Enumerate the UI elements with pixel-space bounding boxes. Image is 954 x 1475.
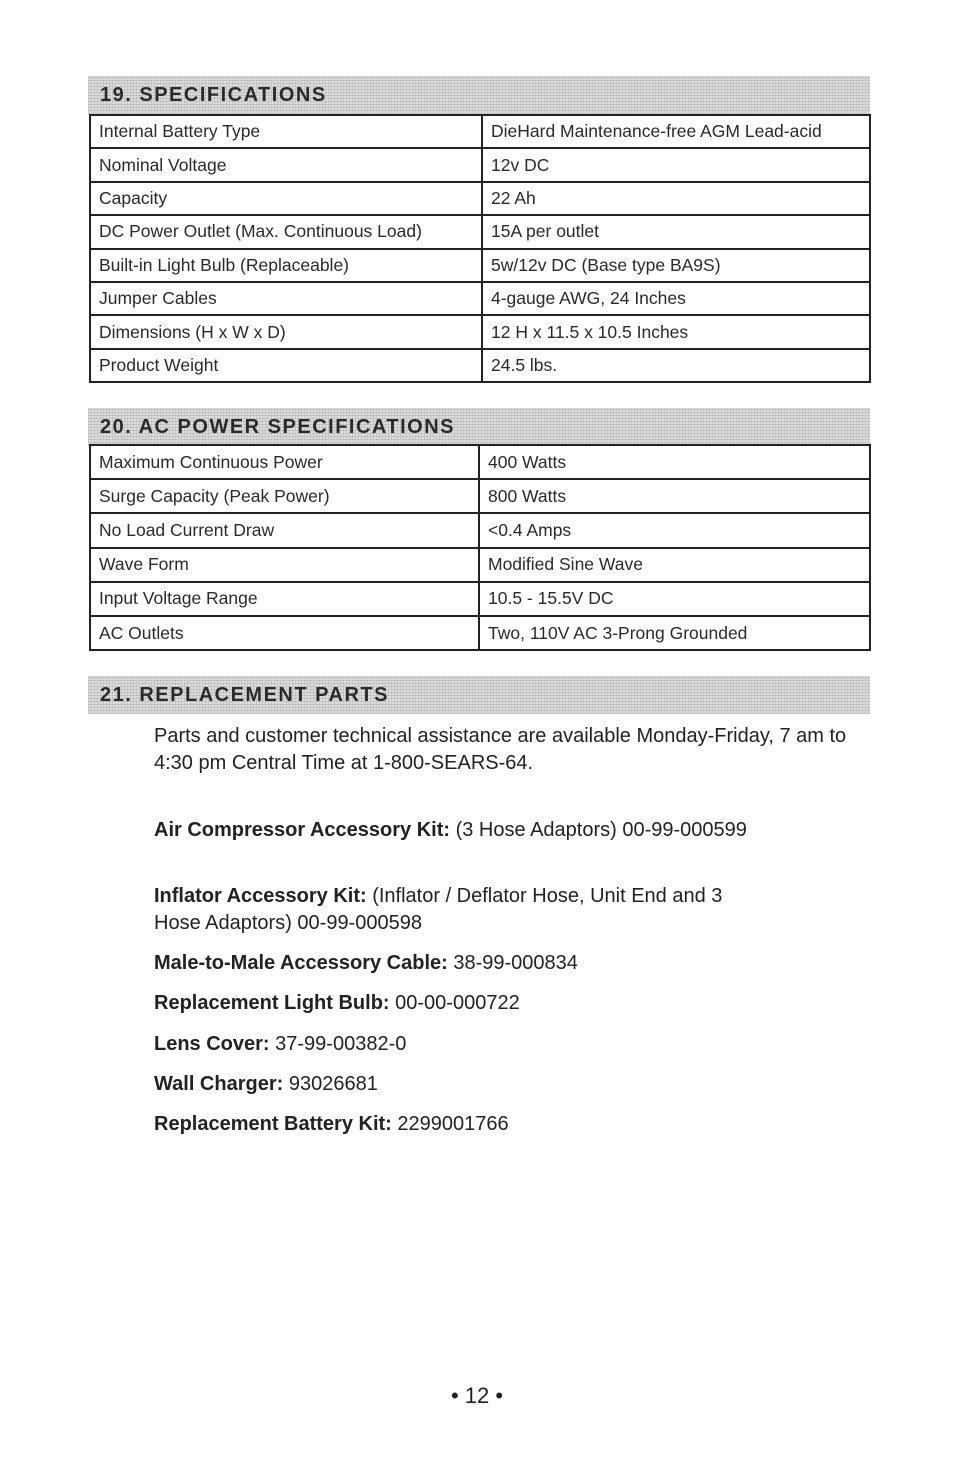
page-number: • 12 • (450, 1383, 504, 1408)
specifications-table (89, 114, 871, 383)
spec-label: Maximum Continuous Power (90, 445, 479, 479)
spec-label: Dimensions (H x W x D) (90, 315, 482, 348)
table-row (90, 215, 870, 248)
spec-value: 400 Watts (479, 445, 870, 479)
part-item-accessory-cable (154, 950, 794, 977)
table-row (90, 315, 870, 348)
replacement-parts-header (88, 676, 870, 714)
spec-label: Capacity (90, 182, 482, 215)
spec-value: 5w/12v DC (Base type BA9S) (482, 249, 870, 282)
spec-label: Input Voltage Range (90, 582, 479, 616)
part-label: Wall Charger: (154, 1073, 284, 1095)
spec-value: 4-gauge AWG, 24 Inches (482, 282, 870, 315)
parts-intro-text: Parts and customer technical assistance are available Monday-Friday, 7 am to 4:30 pm Central Time at 1-800-SEARS-64. (154, 725, 847, 774)
part-label: Air Compressor Accessory Kit: (154, 819, 451, 841)
replacement-parts-title: 21. REPLACEMENT PARTS (100, 684, 389, 706)
part-text: 93026681 (283, 1073, 378, 1095)
table-row (90, 182, 870, 215)
spec-value: 12 H x 11.5 x 10.5 Inches (482, 315, 870, 348)
spec-value: 800 Watts (479, 479, 870, 513)
part-item-battery-kit (154, 1111, 794, 1138)
part-label: Replacement Light Bulb: (154, 992, 390, 1014)
part-text: 37-99-00382-0 (269, 1033, 407, 1055)
table-row (90, 115, 870, 148)
part-item-air-compressor-kit (154, 817, 794, 844)
ac-power-header (88, 408, 870, 446)
part-text: (Inflator / Deflator Hose, Unit End and 3 Hose Adaptors) 00-99-000598 (154, 885, 723, 934)
ac-power-title: 20. AC POWER SPECIFICATIONS (100, 416, 455, 438)
spec-value: 10.5 - 15.5V DC (479, 582, 870, 616)
part-text: 2299001766 (391, 1113, 509, 1135)
table-row (90, 616, 870, 650)
table-row (90, 349, 870, 382)
spec-value: DieHard Maintenance-free AGM Lead-acid (482, 115, 870, 148)
part-label: Lens Cover: (154, 1033, 270, 1055)
spec-label: Jumper Cables (90, 282, 482, 315)
spec-label: No Load Current Draw (90, 513, 479, 547)
table-row (90, 249, 870, 282)
table-row (90, 479, 870, 513)
table-row (90, 582, 870, 616)
part-text: 00-00-000722 (389, 992, 520, 1014)
spec-label: Surge Capacity (Peak Power) (90, 479, 479, 513)
part-label: Replacement Battery Kit: (154, 1113, 392, 1135)
spec-label: AC Outlets (90, 616, 479, 650)
part-text: 38-99-000834 (447, 952, 578, 974)
spec-value: 24.5 lbs. (482, 349, 870, 382)
specifications-title: 19. SPECIFICATIONS (100, 84, 327, 106)
part-item-wall-charger (154, 1071, 794, 1098)
spec-label: DC Power Outlet (Max. Continuous Load) (90, 215, 482, 248)
part-item-light-bulb (154, 990, 794, 1017)
part-label: Male-to-Male Accessory Cable: (154, 952, 448, 974)
part-label: Inflator Accessory Kit: (154, 885, 367, 907)
spec-label: Internal Battery Type (90, 115, 482, 148)
table-row (90, 513, 870, 547)
spec-label: Product Weight (90, 349, 482, 382)
table-row (90, 548, 870, 582)
table-row (90, 148, 870, 181)
spec-value: Modified Sine Wave (479, 548, 870, 582)
table-row (90, 445, 870, 479)
spec-value: 12v DC (482, 148, 870, 181)
part-item-inflator-kit (154, 883, 734, 937)
spec-value: Two, 110V AC 3-Prong Grounded (479, 616, 870, 650)
spec-value: <0.4 Amps (479, 513, 870, 547)
spec-value: 22 Ah (482, 182, 870, 215)
spec-label: Wave Form (90, 548, 479, 582)
ac-power-table (89, 444, 871, 651)
spec-label: Nominal Voltage (90, 148, 482, 181)
spec-value: 15A per outlet (482, 215, 870, 248)
part-text: (3 Hose Adaptors) 00-99-000599 (450, 819, 747, 841)
spec-label: Built-in Light Bulb (Replaceable) (90, 249, 482, 282)
specifications-header (88, 76, 870, 114)
part-item-lens-cover (154, 1031, 794, 1058)
table-row (90, 282, 870, 315)
